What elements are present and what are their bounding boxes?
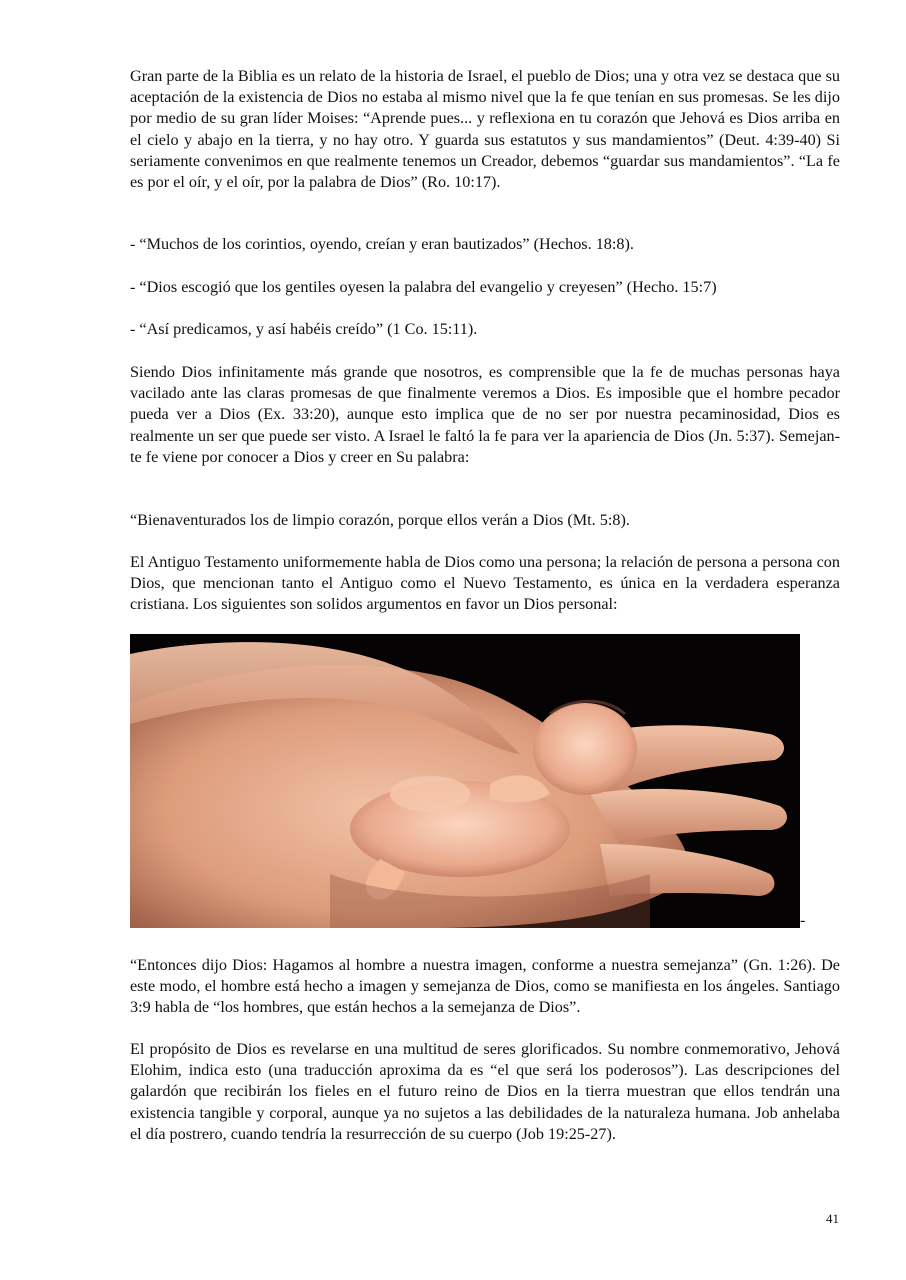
- paragraph-infinite: Siendo Dios infinitamente más grande que nosotros, es comprensible que la fe de muchas personas haya vacilado ante las claras promesas de que finalmente veremos a Dios. Es imposible que el hombre pecador pueda ver a Dios (Ex. 33:20), aunque esto implica que de no ser por nuestra pecaminosidad, Dios es realmente un ser que puede ser visto. A Israel le faltó la fe para ver la apariencia de Dios (Jn. 5:37). Semejan- te fe viene por conocer a Dios y creer en Su palabra:: [130, 363, 840, 466]
- paragraph-purpose: El propósito de Dios es revelarse en una multitud de seres glorificados. Su nombre conmemorativo, Jehová Elohim, indica esto (una traducción aproxima da es “el que será los poderosos”). Las descripciones del galardón que recibirán los fieles en el futuro reino de Dios en la tierra muestran que ellos tendrán una existencia tangible y corporal, aunque ya no sujetos a las debilidades de la naturaleza humana. Job anhelaba el día postrero, cuando tendría la resurrección de su cuerpo (Job 19:25-27).: [130, 1040, 840, 1143]
- hand-holding-fetus-illustration: [130, 634, 800, 928]
- intro-paragraph: [130, 66, 840, 193]
- image-of-god-paragraph: [130, 955, 840, 1019]
- purpose-paragraph: [130, 1039, 840, 1145]
- paragraph-quote-2: - “Dios escogió que los gentiles oyesen la palabra del evangelio y creyesen” (Hecho. 15:7): [130, 278, 717, 296]
- old-testament-paragraph: [130, 552, 840, 616]
- paragraph-intro: Gran parte de la Biblia es un relato de la historia de Israel, el pueblo de Dios; una y otra vez se destaca que su aceptación de la existencia de Dios no estaba al mismo nivel que la fe que tenían en sus promesas. Se les dijo por medio de su gran líder Moises: “Aprende pues... y reflexiona en tu corazón que Jehová es Dios arriba en el cielo y abajo en la tierra, y no hay otro. Y guarda sus estatutos y sus mandamientos” (Deut. 4:39-40) Si seriamente convenimos en que realmente tenemos un Creador, debemos “guardar sus mandamientos”. “La fe es por el oír, y el oír, por la palabra de Dios” (Ro. 10:17).: [130, 67, 840, 192]
- quote-corinthians: [130, 234, 840, 255]
- quote-preach: [130, 319, 840, 340]
- paragraph-quote-1: - “Muchos de los corintios, oyendo, creían y eran bautizados” (Hechos. 18:8).: [130, 235, 634, 253]
- paragraph-image-of-god: “Entonces dijo Dios: Hagamos al hombre a nuestra imagen, conforme a nuestra semejanza” (Gn. 1:26). De este modo, el hombre está hecho a imagen y semejanza de Dios, como se manifiesta en los ángeles. Santiago 3:9 habla de “los hombres, que están hechos a la semejanza de Dios”.: [130, 956, 840, 1017]
- photo-trailing-mark: -: [800, 912, 806, 929]
- hand-holding-fetus-photo: [130, 634, 800, 928]
- beatitude-paragraph: [130, 510, 840, 531]
- paragraph-beatitude: “Bienaventurados los de limpio corazón, porque ellos verán a Dios (Mt. 5:8).: [130, 511, 630, 529]
- paragraph-quote-3: - “Así predicamos, y así habéis creído” (1 Co. 15:11).: [130, 320, 478, 338]
- page-number: 41: [826, 1211, 839, 1226]
- paragraph-old-testament: El Antiguo Testamento uniformemente habla de Dios como una persona; la relación de persona a persona con Dios, que mencionan tanto el Antiguo como el Nuevo Testamento, es única en la verdadera esperanza cristiana. Los siguientes son solidos argumentos en favor un Dios personal:: [130, 553, 840, 614]
- quote-gentiles: [130, 277, 840, 298]
- infinite-paragraph: [130, 362, 840, 468]
